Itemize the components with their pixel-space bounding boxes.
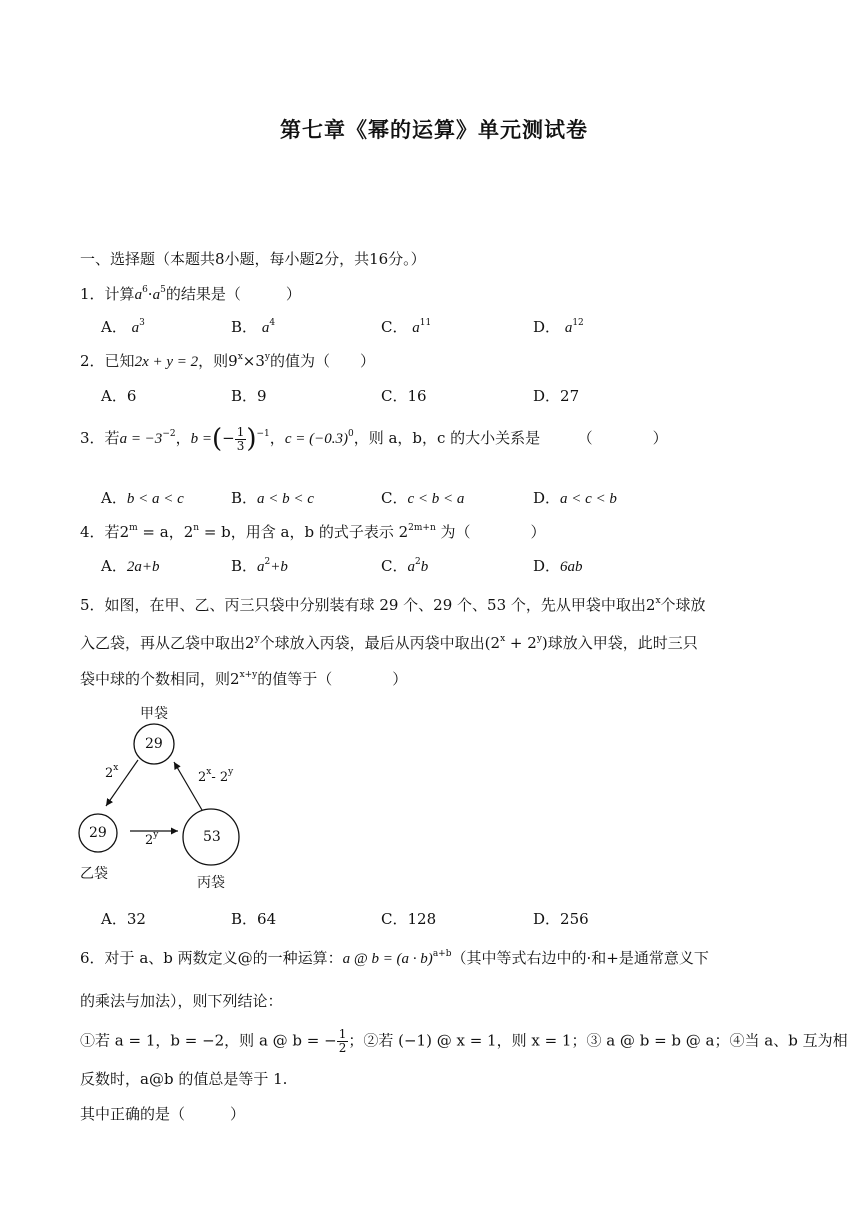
bag-bing-value: 53: [203, 829, 221, 845]
bag-yi-label: 乙袋: [80, 866, 108, 882]
question-5-line-3: 袋中球的个数相同，则$2^{x+y}$的值等于（ ）: [80, 670, 408, 688]
q3-option-a[interactable]: A．b < a < c: [101, 489, 184, 507]
q5-option-a[interactable]: A．32: [101, 910, 146, 928]
q2-option-a[interactable]: A．6: [101, 387, 137, 405]
bags-diagram: [70, 700, 270, 900]
q3-option-b[interactable]: B．a < b < c: [231, 489, 314, 507]
bag-bing-label: 丙袋: [197, 875, 225, 891]
q5-option-d[interactable]: D．256: [533, 910, 589, 928]
q2-option-b[interactable]: B．9: [231, 387, 267, 405]
question-1: 1．计算$a^6\cdot a^5$的结果是（ ）: [80, 285, 301, 303]
question-6-line-3: ①若 a = 1，b = −2，则 a @ b = − $\frac{1}{2}$ ；②若 (−1) @ x = 1，则 x = 1；③ a @ b = b @ a；④当 a、b 互为相: [80, 1027, 848, 1055]
q3-option-d[interactable]: D．a < c < b: [533, 489, 617, 507]
q2-option-d[interactable]: D．27: [533, 387, 580, 405]
bag-jia-value: 29: [145, 736, 163, 752]
q3-option-c[interactable]: C．c < b < a: [381, 489, 465, 507]
question-6-line-5: 其中正确的是（ ）: [80, 1105, 246, 1123]
arrow-3-label: 2$^x$- 2$^y$: [198, 767, 234, 785]
question-5-line-2: 入乙袋，再从乙袋中取出2$^y$个球放入丙袋，最后从丙袋中取出$(2^x + 2^y)$球放入甲袋，此时三只: [80, 634, 698, 652]
section-heading: 一、选择题（本题共8小题，每小题2分，共16分。）: [80, 250, 426, 268]
question-2: 2．已知2x + y = 2，则$9^x\times 3^y$的值为（ ）: [80, 352, 375, 370]
q4-option-d[interactable]: D．6ab: [533, 557, 583, 575]
bag-jia-label: 甲袋: [140, 706, 168, 722]
q1-option-c[interactable]: C． $a^{11}$: [381, 318, 432, 336]
arrow-1-label: 2$^x$: [105, 763, 119, 781]
question-3: 3．若$a = -3^{-2}$，b =(− $\frac{1}{3}$ )$^{-1}$，$c = (-0.3)^0$，则 a，b，c 的大小关系是 （ ）: [80, 424, 668, 454]
arrow-2-label: 2$^y$: [145, 830, 159, 848]
question-5-line-1: 5．如图，在甲、乙、丙三只袋中分别装有球 29 个、29 个、53 个，先从甲袋中取出2$^x$个球放: [80, 596, 706, 614]
page-title: 第七章《幂的运算》单元测试卷: [280, 117, 588, 142]
q1-option-d[interactable]: D． $a^{12}$: [533, 318, 584, 336]
fraction: $\frac{1}{2}$: [338, 1027, 347, 1055]
question-6-line-4: 反数时，a@b 的值总是等于 1.: [80, 1070, 288, 1088]
q1-option-a[interactable]: A． $a^3$: [101, 318, 145, 336]
q4-option-c[interactable]: C．$a^2b$: [381, 557, 429, 575]
q5-option-c[interactable]: C．128: [381, 910, 437, 928]
question-6-line-1: 6．对于 a、b 两数定义@的一种运算：a @ $b = (a \cdot b)^{a+b}$（其中等式右边中的·和+是通常意义下: [80, 949, 709, 967]
q4-option-b[interactable]: B．$a^2+b$: [231, 557, 288, 575]
q4-option-a[interactable]: A．2a+b: [101, 557, 160, 575]
question-6-line-2: 的乘法与加法），则下列结论：: [80, 992, 283, 1010]
q5-option-b[interactable]: B．64: [231, 910, 277, 928]
q1-option-b[interactable]: B． $a^4$: [231, 318, 276, 336]
fraction: $\frac{1}{3}$: [236, 424, 245, 453]
question-4: 4．若$2^m = a$，$2^n = b$，用含 a，b 的式子表示 $2^{2m+n}$ 为（ ）: [80, 523, 546, 541]
q2-option-c[interactable]: C．16: [381, 387, 427, 405]
bag-yi-value: 29: [89, 825, 107, 841]
